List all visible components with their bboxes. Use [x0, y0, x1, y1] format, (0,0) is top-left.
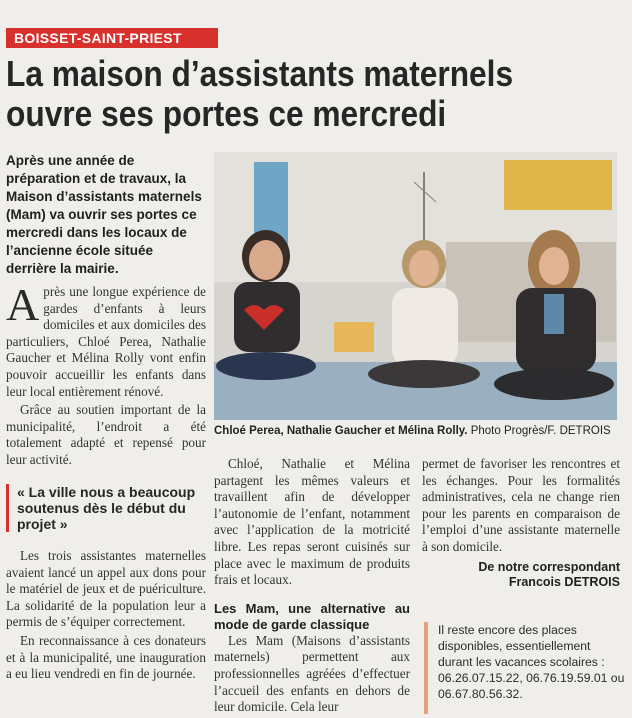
signoff-line-2: Francois DETROIS: [508, 574, 620, 589]
caption-credit: Photo Progrès/F. DETROIS: [470, 425, 611, 437]
pull-quote: « La ville nous a beaucoup soutenus dès le début du projet »: [6, 484, 206, 532]
lead-paragraph: Après une année de préparation et de travaux, la Maison d’assistants maternels (Mam) va ouvrir ses portes ce mercredi dans les locaux de l’ancienne école située derrière la mairie.: [6, 153, 202, 276]
info-box: Il reste encore des places disponibles, essentiellement durant les vacances scolaires : 06.26.07.15.22, 06.76.19.59.01 ou 06.67.80.56.32.: [424, 622, 626, 714]
headline: [6, 54, 622, 134]
paragraph-7: permet de favoriser les rencontres et les échanges. Pour les formalités administratives, cela ne change rien pour les parents en comparaison de l’emploi d’une assistante maternelle à son domicile.: [422, 456, 620, 554]
photo-caption: [214, 424, 624, 438]
drop-cap: A: [6, 279, 40, 330]
paragraph-4: En reconnaissance à ces donateurs et à la municipalité, une inauguration a eu lieu vendredi en fin de journée.: [6, 632, 206, 682]
photo-illustration: [214, 152, 617, 420]
article-photo: [214, 152, 617, 420]
paragraph-3: Les trois assistantes maternelles avaient lancé un appel aux dons pour le matériel de jeux et de puériculture. La solidarité de la population leur a permis de s’équiper correctement.: [6, 548, 206, 630]
signoff: [422, 560, 620, 590]
paragraph-1: [6, 279, 206, 400]
paragraph-2: Grâce au soutien important de la municipalité, l’endroit a été totalement adapté et repensé pour leur activité.: [6, 402, 206, 467]
paragraph-1-text: près une longue expérience de gardes d’enfants à leurs domiciles et aux domiciles des particuliers, Chloé Perea, Nathalie Gaucher et Mélina Rolly vont enfin pouvoir accueillir les enfants dans leur local entièrement rénové.: [6, 284, 206, 399]
column-1-top: [6, 279, 206, 469]
column-3: [422, 456, 620, 590]
column-2: [214, 456, 410, 716]
section-kicker: BOISSET-SAINT-PRIEST: [6, 28, 218, 48]
signoff-line-1: De notre correspondant: [478, 559, 620, 574]
paragraph-6: Les Mam (Maisons d’assistants maternels) permettent aux professionnelles agréées d’effectuer l’accueil des enfants en dehors de leur domicile. Cela leur: [214, 632, 410, 715]
paragraph-5: Chloé, Nathalie et Mélina partagent les mêmes valeurs et travaillent afin de développer l’autonomie de l’enfant, notamment avec l’application de la motricité libre. Les repas seront cuisinés sur place avec le maximum de produits frais et locaux.: [214, 456, 410, 588]
subheading: Les Mam, une alternative au mode de garde classique: [214, 600, 410, 632]
column-1-bottom: [6, 548, 206, 683]
caption-names: Chloé Perea, Nathalie Gaucher et Mélina Rolly.: [214, 425, 468, 437]
headline-line-1: La maison d’assistants maternels: [6, 53, 514, 94]
headline-line-2: ouvre ses portes ce mercredi: [6, 93, 447, 134]
